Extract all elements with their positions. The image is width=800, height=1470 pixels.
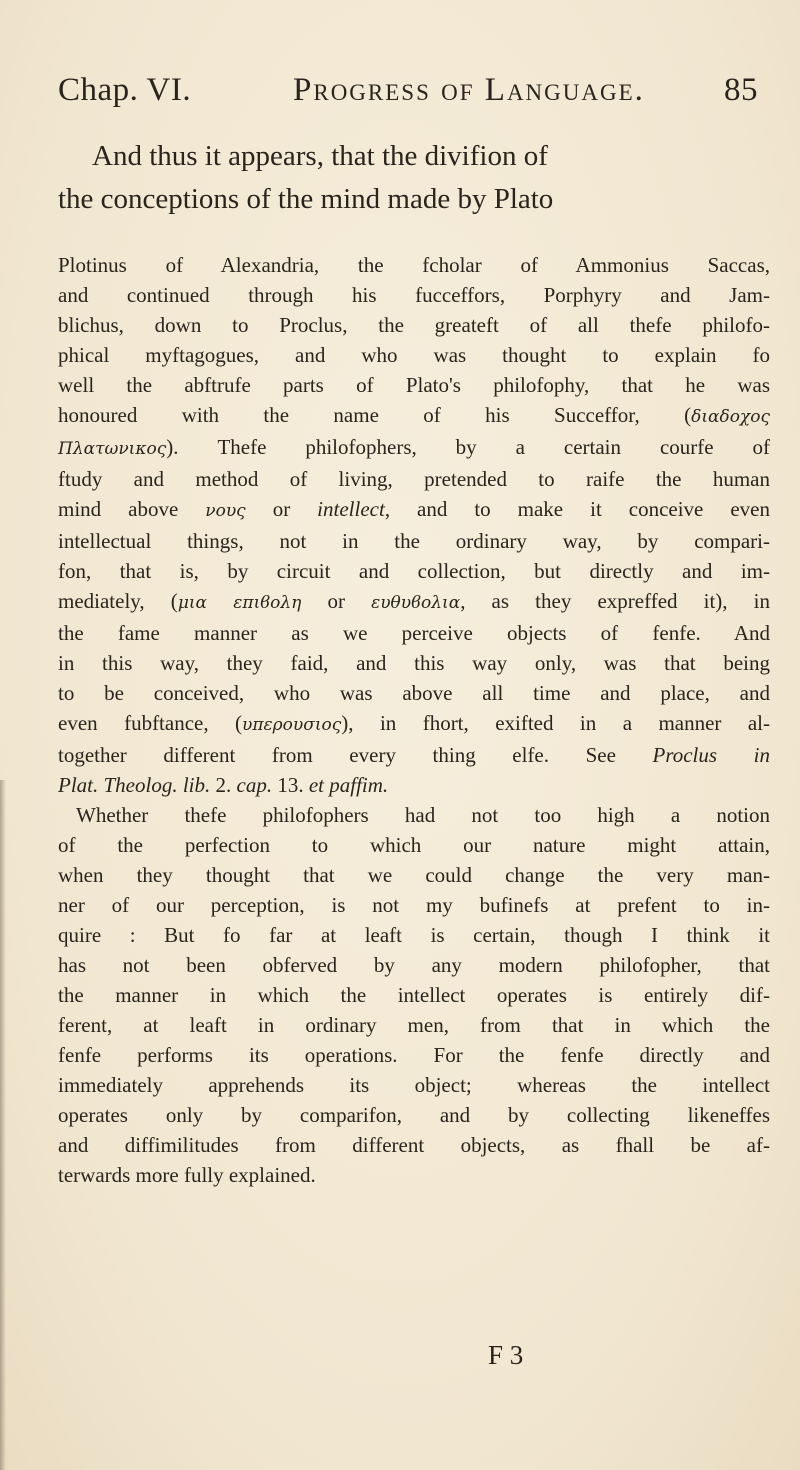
text-line: [58, 708, 770, 740]
text-segment: Plotinus of Alexandria, the fcholar of Ammonius Saccas,: [58, 253, 770, 277]
text-line: [58, 1040, 770, 1070]
text-segment: of the perfection to which our nature might attain,: [58, 833, 770, 857]
text-line: [58, 464, 770, 494]
text-line: [58, 618, 770, 648]
text-line: [58, 280, 770, 310]
text-segment: even fubftance, (: [58, 711, 243, 735]
signature-mark: F 3: [488, 1340, 524, 1370]
text-segment: ftudy and method of living, pretended to raife the human: [58, 467, 770, 491]
italic-text: intellect: [317, 497, 385, 521]
text-segment: or: [245, 497, 318, 521]
text-segment: the fame manner as we perceive objects of fenfe. And: [58, 621, 770, 645]
greek-term: διαδοχος: [691, 407, 770, 427]
italic-text: Proclus in: [652, 743, 770, 767]
text-segment: mediately, (: [58, 589, 178, 613]
text-segment: terwards more fully explained.: [58, 1163, 316, 1187]
text-segment: has not been obferved by any modern philofopher, that: [58, 953, 770, 977]
text-line: [58, 556, 770, 586]
text-segment: 13.: [272, 773, 309, 797]
text-segment: phical myftagogues, and who was thought to explain fo: [58, 343, 770, 367]
text-line: [58, 1160, 770, 1190]
page-edge-shadow: [0, 780, 6, 1470]
text-segment: intellectual things, not in the ordinary way, by compari-: [58, 529, 770, 553]
running-title: Progress of Language.: [293, 72, 645, 108]
intro-line: the conceptions of the mind made by Plato: [58, 183, 554, 215]
text-line: [58, 432, 770, 464]
intro-paragraph: [58, 135, 758, 221]
text-line: [58, 980, 770, 1010]
text-segment: 2.: [210, 773, 237, 797]
text-segment: blichus, down to Proclus, the greateft of all thefe philofo-: [58, 313, 770, 337]
text-line: [58, 920, 770, 950]
text-segment: immediately apprehends its object; whereas the intellect: [58, 1073, 770, 1097]
text-segment: in this way, they faid, and this way only, was that being: [58, 651, 770, 675]
text-line: [58, 890, 770, 920]
greek-term: νους: [205, 501, 246, 521]
text-segment: ), in fhort, exifted in a manner al-: [341, 711, 770, 735]
text-segment: when they thought that we could change the very man-: [58, 863, 770, 887]
text-line: [58, 950, 770, 980]
text-segment: fon, that is, by circuit and collection, but directly and im-: [58, 559, 770, 583]
text-line: [58, 860, 770, 890]
greek-term: Πλατωνικος: [58, 439, 167, 459]
page-number: 85: [724, 72, 758, 108]
text-line: [58, 310, 770, 340]
greek-term: υπερουσιος: [242, 715, 342, 735]
text-segment: honoured with the name of his Succeffor, (: [58, 403, 692, 427]
text-line: [58, 830, 770, 860]
italic-text: cap.: [236, 773, 273, 797]
text-line: [58, 648, 770, 678]
text-line: [58, 400, 770, 432]
text-segment: or: [301, 589, 372, 613]
text-line: [58, 678, 770, 708]
italic-text: et paffim.: [308, 773, 389, 797]
text-line: [58, 370, 770, 400]
text-segment: the manner in which the intellect operates is entirely dif-: [58, 983, 770, 1007]
text-segment: quire : But fo far at leaft is certain, though I think it: [58, 923, 770, 947]
chapter-label: Chap. VI.: [58, 72, 192, 108]
text-segment: and continued through his fucceffors, Porphyry and Jam-: [58, 283, 770, 307]
text-line: [58, 770, 770, 800]
text-segment: Whether thefe philofophers had not too high a notion: [76, 803, 770, 827]
text-line: [58, 494, 770, 526]
text-segment: ner of our perception, is not my bufinefs at prefent to in-: [58, 893, 770, 917]
body-paragraphs: [58, 250, 770, 1190]
text-line: [58, 1010, 770, 1040]
text-segment: and diffimilitudes from different objects, as fhall be af-: [58, 1133, 770, 1157]
text-line: [58, 586, 770, 618]
text-segment: mind above: [58, 497, 206, 521]
text-line: [58, 250, 770, 280]
text-line: [58, 1130, 770, 1160]
text-segment: operates only by comparifon, and by collecting likeneffes: [58, 1103, 770, 1127]
text-line: [58, 740, 770, 770]
text-segment: ferent, at leaft in ordinary men, from that in which the: [58, 1013, 770, 1037]
text-line: [58, 1100, 770, 1130]
text-segment: to be conceived, who was above all time and place, and: [58, 681, 770, 705]
text-segment: ). Thefe philofophers, by a certain courfe of: [166, 435, 770, 459]
greek-term: ευθυϐολια: [371, 593, 461, 613]
text-segment: fenfe performs its operations. For the fenfe directly and: [58, 1043, 770, 1067]
greek-term: μια επιϐολη: [177, 593, 302, 613]
intro-line: And thus it appears, that the divifion of: [92, 140, 548, 172]
text-segment: , and to make it conceive even: [384, 497, 771, 521]
text-line: [58, 526, 770, 556]
text-segment: together different from every thing elfe. See: [58, 743, 653, 767]
text-line: [58, 800, 770, 830]
running-head: [58, 68, 758, 118]
text-segment: well the abftrufe parts of Plato's philofophy, that he was: [58, 373, 770, 397]
italic-text: Plat. Theolog. lib.: [58, 773, 211, 797]
text-line: [58, 340, 770, 370]
text-line: [58, 1070, 770, 1100]
text-segment: , as they expreffed it), in: [460, 589, 771, 613]
